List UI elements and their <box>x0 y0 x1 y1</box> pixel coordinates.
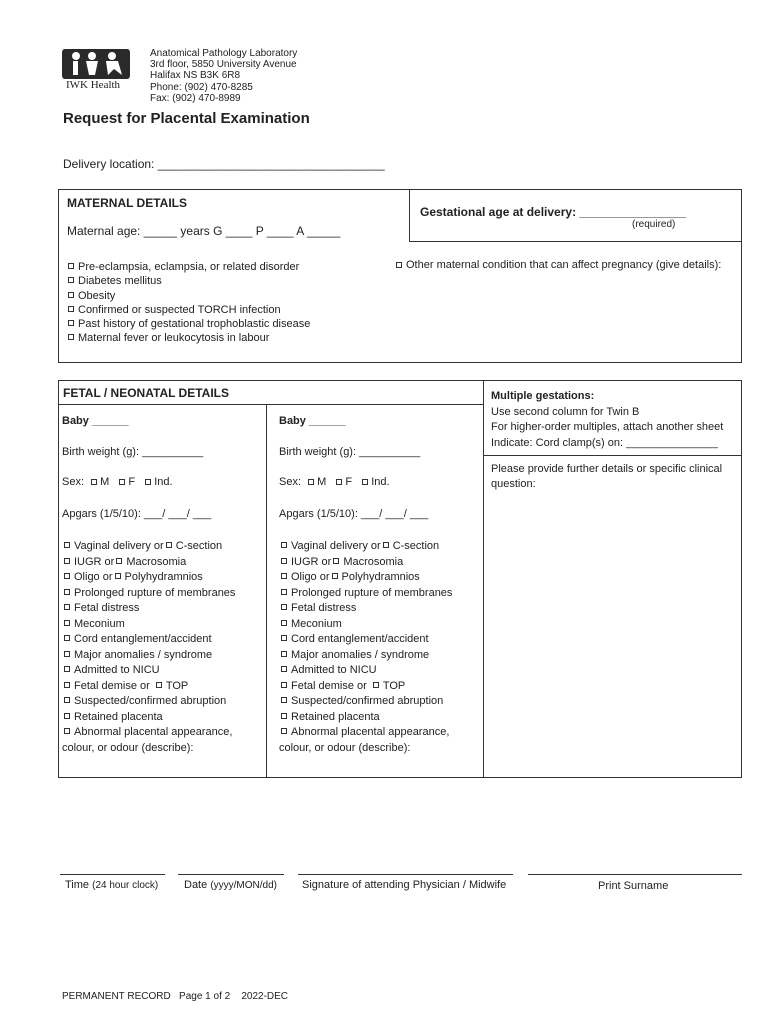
address-line: Halifax NS B3K 6R8 <box>150 70 241 82</box>
checkbox-icon[interactable] <box>336 479 342 485</box>
multiple-gestations-divider <box>483 455 742 456</box>
checkbox-icon[interactable] <box>281 713 287 719</box>
checkbox-icon[interactable] <box>281 558 287 564</box>
checkbox-icon[interactable] <box>68 320 74 326</box>
required-note: (required) <box>632 219 676 230</box>
checkbox-icon[interactable] <box>64 697 70 703</box>
gestational-age-field[interactable]: Gestational age at delivery: ________________ <box>420 205 687 219</box>
checkbox-icon[interactable] <box>119 479 125 485</box>
checkbox-icon[interactable] <box>64 713 70 719</box>
condition-item[interactable]: Fetal distress <box>62 601 267 617</box>
apgars-field[interactable]: Apgars (1/5/10): ___/ ___/ ___ <box>279 508 429 520</box>
condition-item[interactable]: Oligo or Polyhydramnios <box>62 570 267 586</box>
checkbox-icon[interactable] <box>362 479 368 485</box>
condition-item[interactable]: Suspected/confirmed abruption <box>279 694 484 710</box>
baby-label[interactable]: Baby ______ <box>62 415 129 427</box>
page-title: Request for Placental Examination <box>63 110 310 127</box>
address-line: Anatomical Pathology Laboratory <box>150 48 298 59</box>
checkbox-icon[interactable] <box>281 651 287 657</box>
time-label: Time (24 hour clock) <box>65 879 159 891</box>
checkbox-icon[interactable] <box>64 635 70 641</box>
address-line: Phone: (902) 470-8285 <box>150 81 253 93</box>
checkbox-icon[interactable] <box>332 573 338 579</box>
surname-label: Print Surname <box>598 880 669 892</box>
apgars-field[interactable]: Apgars (1/5/10): ___/ ___/ ___ <box>62 508 212 520</box>
multiple-gestations-info <box>491 389 741 451</box>
condition-item[interactable]: Prolonged rupture of membranes <box>62 586 267 602</box>
checkbox-icon[interactable] <box>64 589 70 595</box>
checkbox-icon[interactable] <box>373 682 379 688</box>
checkbox-icon[interactable] <box>68 334 74 340</box>
checkbox-icon[interactable] <box>64 666 70 672</box>
info-line: For higher-order multiples, attach another sheet <box>491 421 724 433</box>
surname-line[interactable] <box>528 874 742 875</box>
checkbox-icon[interactable] <box>91 479 97 485</box>
checkbox-icon[interactable] <box>166 542 172 548</box>
maternal-age-field[interactable]: Maternal age: _____ years G ____ P ____ A _____ <box>67 224 341 238</box>
address-line: 3rd floor, 5850 University Avenue <box>150 59 297 71</box>
date-label: Date (yyyy/MON/dd) <box>184 879 277 891</box>
baby-label[interactable]: Baby ______ <box>279 415 346 427</box>
checkbox-icon[interactable] <box>281 604 287 610</box>
checkbox-icon[interactable] <box>64 558 70 564</box>
checkbox-icon[interactable] <box>281 635 287 641</box>
condition-item[interactable]: Fetal demise or TOP <box>62 679 267 695</box>
condition-item[interactable]: Cord entanglement/accident <box>279 632 484 648</box>
condition-item[interactable]: Fetal distress <box>279 601 484 617</box>
checkbox-icon[interactable] <box>145 479 151 485</box>
checkbox-icon[interactable] <box>333 558 339 564</box>
baby-column-b <box>279 415 479 754</box>
checkbox-icon[interactable] <box>281 620 287 626</box>
info-line: Use second column for Twin B <box>491 405 640 418</box>
multiple-gestations-heading: Multiple gestations: <box>491 390 595 402</box>
maternal-heading: MATERNAL DETAILS <box>67 196 187 210</box>
signature-label: Signature of attending Physician / Midwife <box>302 879 507 891</box>
condition-item[interactable]: Prolonged rupture of membranes <box>279 586 484 602</box>
condition-item[interactable]: Suspected/confirmed abruption <box>62 694 267 710</box>
fetal-heading: FETAL / NEONATAL DETAILS <box>63 386 229 400</box>
checkbox-icon[interactable] <box>64 651 70 657</box>
checkbox-icon[interactable] <box>64 573 70 579</box>
logo-text: IWK Health <box>66 79 121 91</box>
footer: PERMANENT RECORD Page 1 of 2 2022-DEC <box>62 991 289 1002</box>
condition-item[interactable]: Abnormal placental appearance, <box>62 725 267 741</box>
condition-item[interactable]: Admitted to NICU <box>279 663 484 679</box>
checkbox-icon[interactable] <box>281 697 287 703</box>
signature-line[interactable] <box>298 874 513 875</box>
condition-item[interactable]: Pre-eclampsia, eclampsia, or related disorder <box>66 260 310 274</box>
condition-item[interactable]: IUGR or Macrosomia <box>279 555 484 571</box>
checkbox-icon[interactable] <box>281 542 287 548</box>
checkbox-icon[interactable] <box>308 479 314 485</box>
condition-item[interactable]: Other maternal condition that can affect pregnancy (give details): <box>394 259 721 271</box>
condition-item[interactable]: Obesity <box>66 289 310 303</box>
time-line[interactable] <box>60 874 165 875</box>
checkbox-icon[interactable] <box>68 306 74 312</box>
checkbox-icon[interactable] <box>281 573 287 579</box>
address-line: Fax: (902) 470-8989 <box>150 92 241 104</box>
cord-clamp-field[interactable]: Indicate: Cord clamp(s) on: _______________ <box>491 436 718 449</box>
condition-item[interactable]: Major anomalies / syndrome <box>62 648 267 664</box>
checkbox-icon[interactable] <box>116 558 122 564</box>
condition-item[interactable]: Vaginal delivery or C-section <box>279 539 484 555</box>
sex-field: Sex: M F Ind. <box>62 476 173 488</box>
birth-weight-field[interactable]: Birth weight (g): __________ <box>279 446 421 458</box>
condition-item[interactable]: Admitted to NICU <box>62 663 267 679</box>
checkbox-icon[interactable] <box>68 277 74 283</box>
date-line[interactable] <box>178 874 284 875</box>
checkbox-icon[interactable] <box>156 682 162 688</box>
birth-weight-field[interactable]: Birth weight (g): __________ <box>62 446 204 458</box>
checkbox-icon[interactable] <box>64 728 70 734</box>
checkbox-icon[interactable] <box>64 604 70 610</box>
other-maternal-condition <box>394 259 721 271</box>
checkbox-icon[interactable] <box>383 542 389 548</box>
checkbox-icon[interactable] <box>396 262 402 268</box>
condition-item[interactable]: Vaginal delivery or C-section <box>62 539 267 555</box>
checkbox-icon[interactable] <box>115 573 121 579</box>
checkbox-icon[interactable] <box>281 589 287 595</box>
checkbox-icon[interactable] <box>64 682 70 688</box>
condition-item[interactable]: Past history of gestational trophoblastic disease <box>66 317 310 331</box>
condition-item[interactable]: IUGR or Macrosomia <box>62 555 267 571</box>
condition-item[interactable]: Meconium <box>62 617 267 633</box>
delivery-location-field[interactable]: Delivery location: __________________________________ <box>63 157 385 171</box>
condition-item[interactable]: Maternal fever or leukocytosis in labour <box>66 331 310 345</box>
checkbox-icon[interactable] <box>281 728 287 734</box>
condition-item[interactable]: Oligo or Polyhydramnios <box>279 570 484 586</box>
condition-item[interactable]: Retained placenta <box>62 710 267 726</box>
checkbox-icon[interactable] <box>281 666 287 672</box>
sex-field: Sex: M F Ind. <box>279 476 390 488</box>
clinical-details-field[interactable]: Please provide further details or specific clinical question: <box>491 463 723 490</box>
condition-item[interactable]: Abnormal placental appearance, <box>279 725 484 741</box>
checkbox-icon[interactable] <box>281 682 287 688</box>
condition-item[interactable]: Meconium <box>279 617 484 633</box>
condition-item[interactable]: Diabetes mellitus <box>66 274 310 288</box>
checkbox-icon[interactable] <box>64 542 70 548</box>
condition-item[interactable]: Fetal demise or TOP <box>279 679 484 695</box>
lab-address <box>150 48 297 104</box>
condition-item[interactable]: Retained placenta <box>279 710 484 726</box>
checkbox-icon[interactable] <box>68 292 74 298</box>
condition-text: colour, or odour (describe): <box>62 741 194 754</box>
condition-item[interactable]: Cord entanglement/accident <box>62 632 267 648</box>
maternal-conditions <box>66 260 310 346</box>
condition-item[interactable]: Major anomalies / syndrome <box>279 648 484 664</box>
condition-item[interactable]: Confirmed or suspected TORCH infection <box>66 303 310 317</box>
neonatal-conditions <box>279 539 484 756</box>
checkbox-icon[interactable] <box>64 620 70 626</box>
checkbox-icon[interactable] <box>68 263 74 269</box>
condition-text: colour, or odour (describe): <box>279 741 411 754</box>
neonatal-conditions <box>62 539 267 756</box>
baby-column-a <box>62 415 262 754</box>
